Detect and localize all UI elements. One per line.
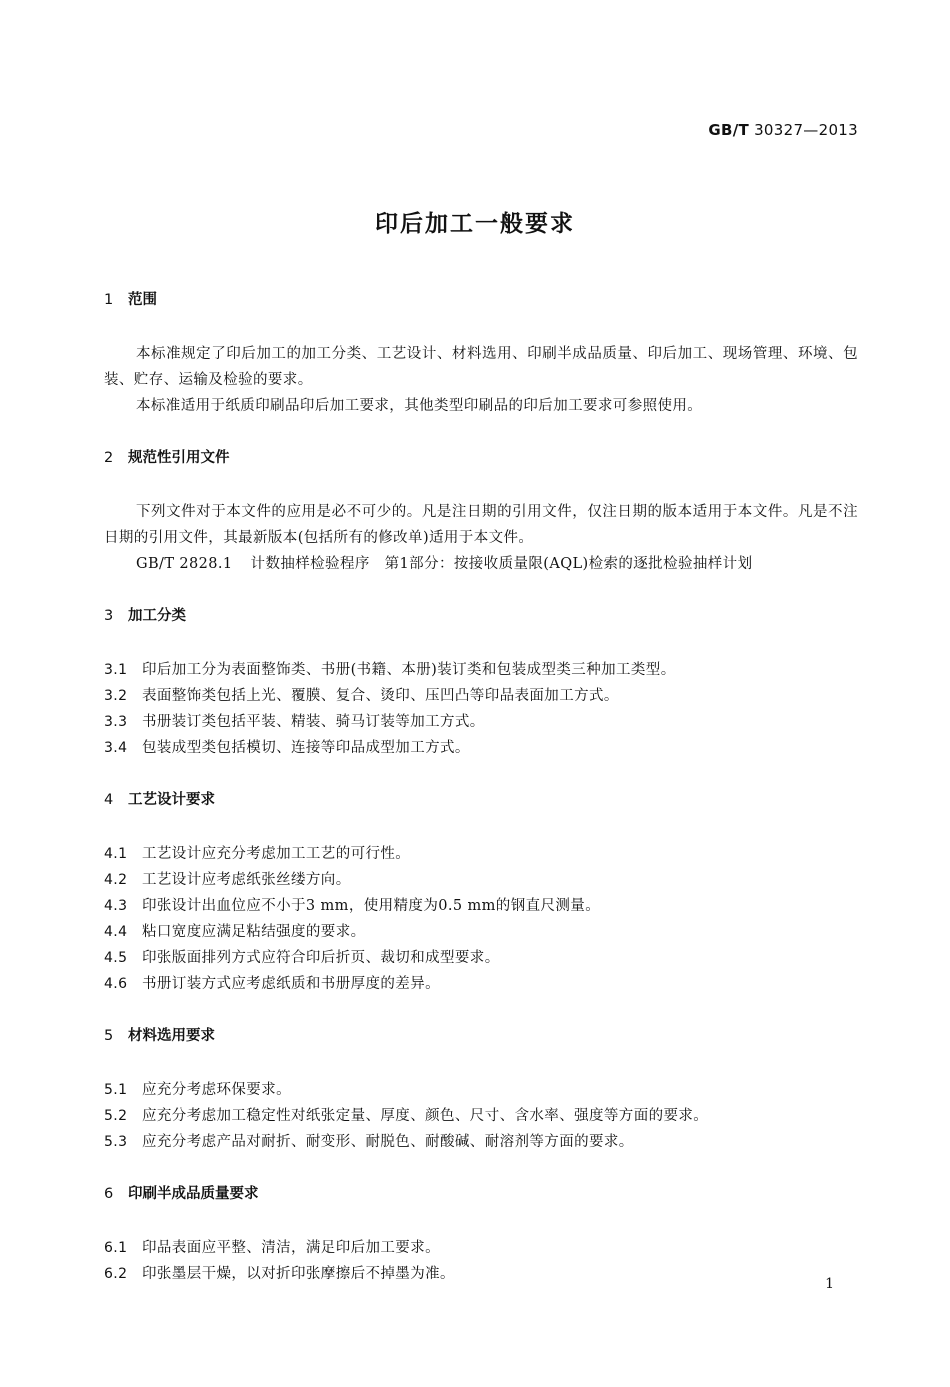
section-heading — [104, 1025, 858, 1047]
clause — [104, 893, 858, 919]
clause-text: 应充分考虑加工稳定性对纸张定量、厚度、颜色、尺寸、含水率、强度等方面的要求。 — [142, 1108, 709, 1124]
section-number: 6 — [104, 1186, 114, 1202]
clause-text: 粘口宽度应满足粘结强度的要求。 — [142, 924, 366, 940]
clause-text: 印张墨层干燥，以对折印张摩擦后不掉墨为准。 — [142, 1266, 455, 1282]
clause-number: 4.1 — [104, 846, 128, 862]
clause-text: 应充分考虑产品对耐折、耐变形、耐脱色、耐酸碱、耐溶剂等方面的要求。 — [142, 1134, 634, 1150]
page-number: 1 — [825, 1276, 834, 1292]
clause-text: 工艺设计应考虑纸张丝缕方向。 — [142, 872, 351, 888]
clause-number: 6.1 — [104, 1240, 128, 1256]
clause-text: 工艺设计应充分考虑加工工艺的可行性。 — [142, 846, 411, 862]
section-number: 2 — [104, 450, 114, 466]
clause-number: 4.2 — [104, 872, 128, 888]
section-material-selection — [104, 1025, 858, 1155]
section-title: 工艺设计要求 — [128, 792, 215, 808]
section-heading — [104, 789, 858, 811]
paragraph: 本标准适用于纸质印刷品印后加工要求，其他类型印刷品的印后加工要求可参照使用。 — [136, 398, 703, 414]
clause-number: 4.6 — [104, 976, 128, 992]
paragraph: 下列文件对于本文件的应用是必不可少的。凡是注日期的引用文件，仅注日期的版本适用于本文件。凡是不注日期的引用文件，其最新版本(包括所有的修改单)适用于本文件。 — [104, 504, 858, 546]
clause — [104, 945, 858, 971]
clause-number: 3.4 — [104, 740, 128, 756]
clause-number: 4.5 — [104, 950, 128, 966]
standard-prefix: GB/T — [708, 121, 750, 139]
clause — [104, 683, 858, 709]
clause-number: 4.3 — [104, 898, 128, 914]
section-normative-references — [104, 447, 858, 577]
clause-number: 6.2 — [104, 1266, 128, 1282]
clause — [104, 1129, 858, 1155]
section-scope — [104, 289, 858, 419]
document-title: 印后加工一般要求 — [375, 211, 575, 237]
section-process-design — [104, 789, 858, 997]
section-number: 5 — [104, 1028, 114, 1044]
clause — [104, 657, 858, 683]
clause-number: 3.1 — [104, 662, 128, 678]
reference-title: 计数抽样检验程序 第1部分：按接收质量限(AQL)检索的逐批检验抽样计划 — [250, 556, 753, 572]
section-title: 规范性引用文件 — [128, 450, 230, 466]
clause-text: 印张设计出血位应不小于3 mm，使用精度为0.5 mm的钢直尺测量。 — [142, 898, 601, 914]
clause-number: 3.3 — [104, 714, 128, 730]
standard-number — [708, 121, 858, 139]
clause-number: 5.2 — [104, 1108, 128, 1124]
clause-text: 书册订装方式应考虑纸质和书册厚度的差异。 — [142, 976, 440, 992]
clause-number: 3.2 — [104, 688, 128, 704]
clause — [104, 735, 858, 761]
section-heading — [104, 447, 858, 469]
clause — [104, 1077, 858, 1103]
clause — [104, 709, 858, 735]
section-title: 材料选用要求 — [128, 1028, 215, 1044]
clause — [104, 1261, 858, 1287]
document-body — [104, 289, 858, 1315]
paragraph: 本标准规定了印后加工的加工分类、工艺设计、材料选用、印刷半成品质量、印后加工、现场管理、环境、包装、贮存、运输及检验的要求。 — [104, 346, 858, 388]
section-classification — [104, 605, 858, 761]
section-number: 3 — [104, 608, 114, 624]
clause — [104, 1103, 858, 1129]
clause-text: 包装成型类包括模切、连接等印品成型加工方式。 — [142, 740, 470, 756]
section-title: 加工分类 — [128, 608, 186, 624]
clause-text: 印张版面排列方式应符合印后折页、裁切和成型要求。 — [142, 950, 500, 966]
clause — [104, 919, 858, 945]
section-heading — [104, 289, 858, 311]
section-heading — [104, 1183, 858, 1205]
clause-text: 应充分考虑环保要求。 — [142, 1082, 291, 1098]
clause-number: 5.3 — [104, 1134, 128, 1150]
clause-text: 书册装订类包括平装、精装、骑马订装等加工方式。 — [142, 714, 485, 730]
clause-number: 5.1 — [104, 1082, 128, 1098]
clause-text: 印品表面应平整、清洁，满足印后加工要求。 — [142, 1240, 440, 1256]
section-number: 1 — [104, 292, 114, 308]
clause — [104, 867, 858, 893]
standard-code: 30327—2013 — [754, 121, 858, 139]
reference-code: GB/T 2828.1 — [136, 556, 233, 572]
reference-entry — [104, 551, 858, 577]
section-number: 4 — [104, 792, 114, 808]
section-title: 范围 — [128, 292, 157, 308]
clause — [104, 971, 858, 997]
section-title: 印刷半成品质量要求 — [128, 1186, 259, 1202]
section-heading — [104, 605, 858, 627]
section-semi-finished-quality — [104, 1183, 858, 1287]
clause — [104, 841, 858, 867]
clause — [104, 1235, 858, 1261]
clause-text: 表面整饰类包括上光、覆膜、复合、烫印、压凹凸等印品表面加工方式。 — [142, 688, 619, 704]
clause-number: 4.4 — [104, 924, 128, 940]
clause-text: 印后加工分为表面整饰类、书册(书籍、本册)装订类和包装成型类三种加工类型。 — [142, 662, 676, 678]
